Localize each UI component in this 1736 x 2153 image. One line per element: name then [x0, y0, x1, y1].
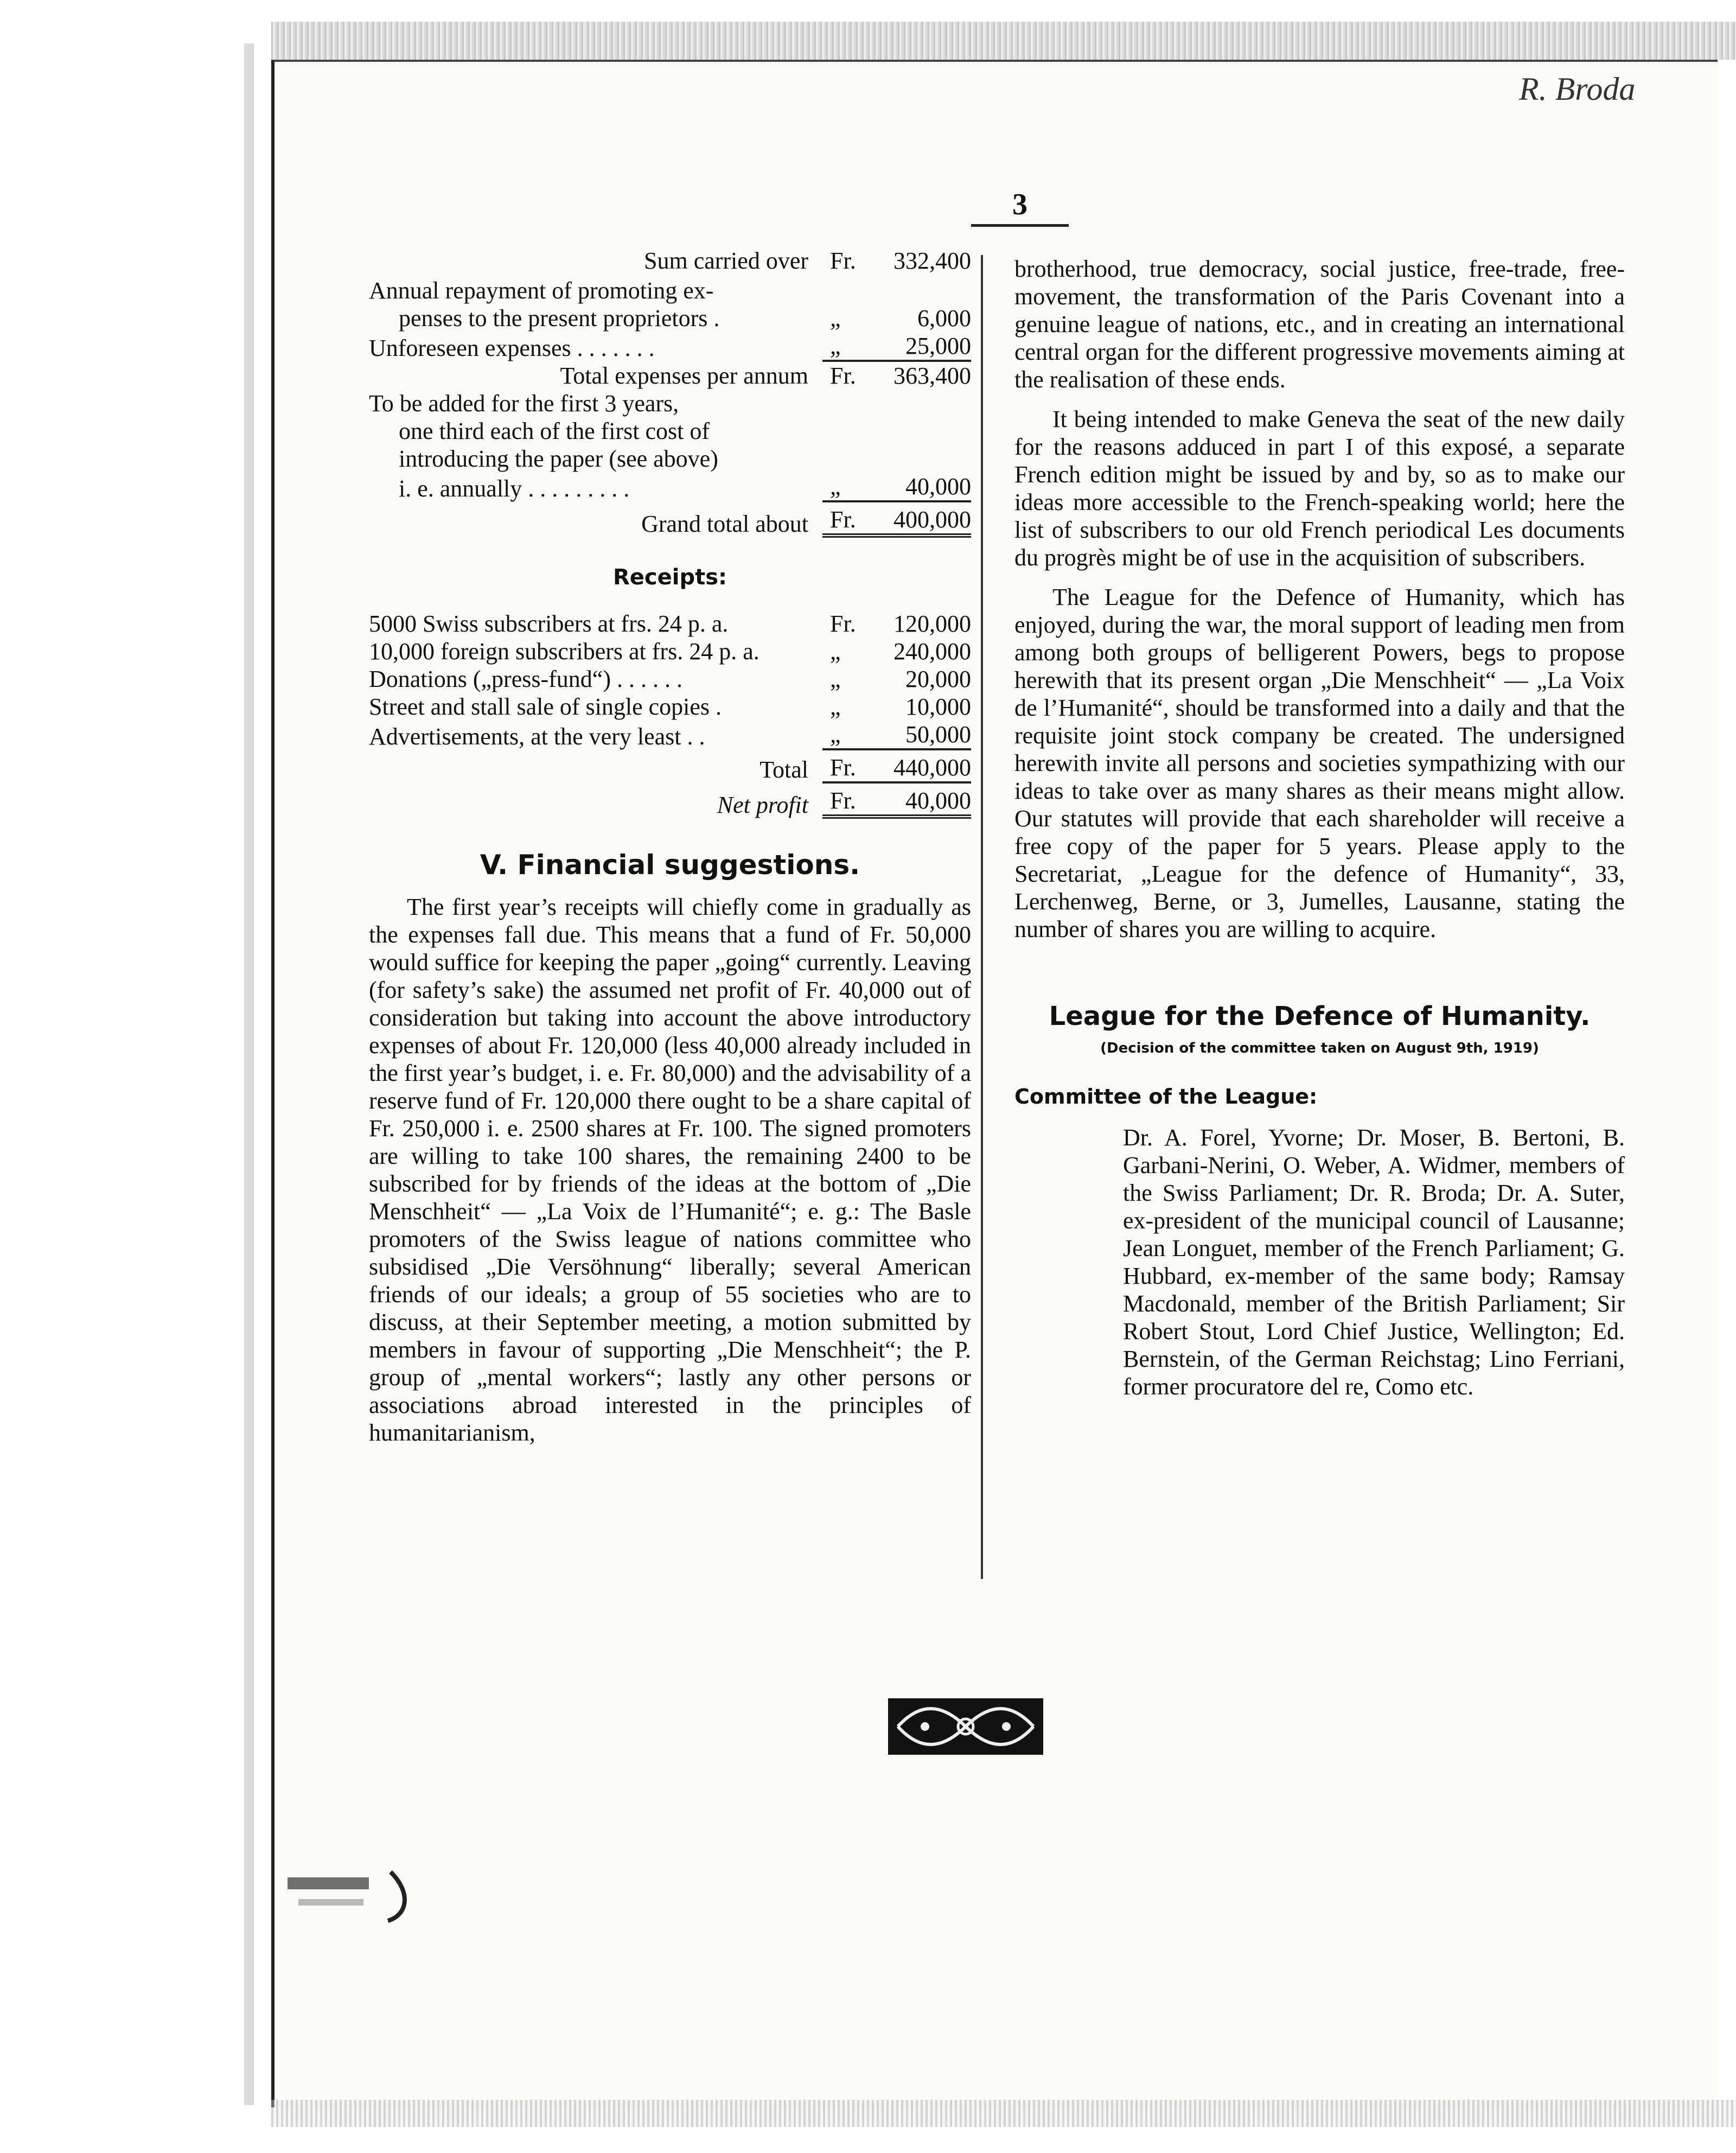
receipt-label: 10,000 foreign subscribers at frs. 24 p. a. [369, 638, 760, 665]
expense-item [369, 277, 971, 332]
amount: 20,000 [905, 666, 971, 692]
first-years-line: To be added for the first 3 years, [369, 390, 679, 417]
grand-total-row [369, 506, 971, 538]
total-per-annum-label: Total expenses per annum [560, 362, 808, 389]
currency: Fr. [830, 787, 856, 814]
amount: 40,000 [905, 787, 971, 814]
receipt-row [369, 638, 971, 665]
scan-edge-bottom [271, 2100, 1736, 2127]
amount: 332,400 [893, 247, 971, 274]
receipt-label: Advertisements, at the very least . . [369, 723, 705, 750]
receipt-label: 5000 Swiss subscribers at frs. 24 p. a. [369, 610, 729, 637]
amount: 240,000 [893, 638, 971, 665]
currency: „ [830, 666, 841, 692]
receipt-row [369, 721, 971, 750]
expense-item [369, 332, 971, 362]
currency: Fr. [830, 506, 856, 533]
amount: 120,000 [893, 610, 971, 637]
amount: 40,000 [905, 473, 971, 500]
expense-label-line: Annual repayment of promoting ex- [369, 277, 714, 304]
amount: 440,000 [893, 754, 971, 781]
expense-label: Unforeseen expenses . . . . . . . [369, 335, 655, 361]
financial-paragraph: The first year’s receipts will chiefly come in gradually as the expenses fall due. This means that a fund of Fr. 50,000 would suffice for keeping the paper „going“ currently. Leaving (for safety’s sake) the assumed net profit of Fr. 40,000 out of consideration but taking into account the above introductory expenses of about Fr. 120,000 (less 40,000 already included in the first year’s budget, i. e. Fr. 80,000) and the advisability of a reserve fund of Fr. 120,000 there ought to be a share capital of Fr. 250,000 i. e. 2500 shares at Fr. 100. The signed promoters are willing to take 100 shares, the remaining 2400 to be subscribed for by friends of the ideas at the bottom of „Die Menschheit“ — „La Voix de l’Humanité“; e. g.: The Basle promoters of the Swiss league of nations committee who subsidised „Die Versöhnung“ liberally; several American friends of our ideals; a group of 55 societies who are to discuss, at their September meeting, a motion submitted by members in favour of supporting „Die Menschheit“; the P. group of „mental workers“; lastly any other persons or associations abroad interested in the principles of humanitarianism, [369, 894, 971, 1446]
currency: Fr. [830, 754, 856, 781]
decorative-ornament [887, 1697, 1044, 1756]
currency: „ [830, 721, 841, 748]
first-years-line: introducing the paper (see above) [399, 445, 718, 472]
scan-edge-left [244, 43, 254, 2105]
receipt-row [369, 610, 971, 638]
geneva-paragraph: It being intended to make Geneva the seat of the new daily for the reasons adduced in part I of this exposé, a separate French edition might be issued by and by, so as to make our ideas more accessible to the French-speaking world; here the list of subscribers to our old French periodical Les documents du progrès might be of use in the acquisition of subscribers. [1014, 406, 1625, 571]
league-decision-note: (Decision of the committee taken on August 9th, 1919) [1100, 1040, 1539, 1056]
receipt-label: Street and stall sale of single copies . [369, 693, 722, 720]
first-years-block [369, 390, 971, 502]
continuation-paragraph: brotherhood, true democracy, social justice, free-trade, free-movement, the transformation of the Paris Covenant into a genuine league of nations, etc., and in creating an international central organ for the different progressive movements aiming at the realisation of these ends. [1014, 256, 1625, 393]
scan-edge-top [271, 22, 1736, 60]
amount: 10,000 [905, 693, 971, 720]
receipts-total-row [369, 754, 971, 784]
sum-carried-over-row [369, 247, 971, 275]
sum-carried-over-label: Sum carried over [644, 247, 808, 274]
currency: „ [830, 693, 841, 720]
receipt-row [369, 693, 971, 721]
currency: Fr. [830, 247, 856, 274]
amount: 363,400 [893, 362, 971, 389]
receipts-total-label: Total [760, 756, 808, 783]
page-number: 3 [971, 187, 1069, 227]
archive-stamp-smudge [282, 1861, 412, 1926]
handwritten-annotation: R. Broda [1519, 71, 1636, 107]
net-profit-row [369, 787, 971, 819]
left-column [369, 247, 971, 1458]
right-column [1014, 255, 1625, 1412]
league-proposal-paragraph: The League for the Defence of Humanity, which has enjoyed, during the war, the moral support of leading men from among both groups of belligerent Powers, begs to propose herewith that its present organ „Die Menschheit“ — „La Voix de l’Humanité“, should be transformed into a daily and that the requisite joint stock company be created. The undersigned herewith invite all persons and societies sympathizing with our ideas to take over as many shares as their means might allow. Our statutes will provide that each shareholder will receive a free copy of the paper for 5 years. Please apply to the Secretariat, „League for the defence of Humanity“, 33, Lerchenweg, Berne, or 3, Jumelles, Lausanne, stating the number of shares you are willing to acquire. [1014, 584, 1625, 942]
committee-heading: Committee of the League: [1014, 1085, 1318, 1109]
currency: Fr. [830, 362, 856, 389]
currency: „ [830, 305, 841, 332]
currency: „ [830, 638, 841, 665]
financial-heading: V. Financial suggestions. [480, 849, 860, 881]
committee-members: Dr. A. Forel, Yvorne; Dr. Moser, B. Bertoni, B. Garbani-Nerini, O. Weber, A. Widmer, members of the Swiss Parliament; Dr. R. Broda; Dr. A. Suter, ex-president of the municipal council of Lausanne; Jean Longuet, member of the French Parliament; G. Hubbard, ex-member of the same body; Ramsay Macdonald, member of the British Parliament; Sir Robert Stout, Lord Chief Justice, Wellington; Ed. Bernstein, of the German Reichstag; Lino Ferriani, former procuratore del re, Como etc. [1123, 1124, 1625, 1400]
currency: „ [830, 473, 841, 500]
receipt-row [369, 665, 971, 693]
currency: Fr. [830, 610, 856, 637]
receipt-label: Donations („press-fund“) . . . . . . [369, 666, 682, 692]
column-divider [981, 255, 983, 1579]
amount: 400,000 [893, 506, 971, 533]
expense-label-line: penses to the present proprietors . [399, 305, 720, 332]
league-title: League for the Defence of Humanity. [1049, 1001, 1591, 1031]
total-per-annum-row [369, 362, 971, 390]
first-years-line: one third each of the first cost of [399, 418, 710, 444]
amount: 50,000 [905, 721, 971, 748]
first-years-line: i. e. annually . . . . . . . . . [399, 475, 630, 502]
receipts-heading: Receipts: [612, 565, 727, 590]
grand-total-label: Grand total about [641, 511, 808, 537]
amount: 25,000 [905, 333, 971, 359]
currency: „ [830, 333, 841, 359]
amount: 6,000 [917, 305, 971, 332]
net-profit-label: Net profit [717, 792, 808, 818]
